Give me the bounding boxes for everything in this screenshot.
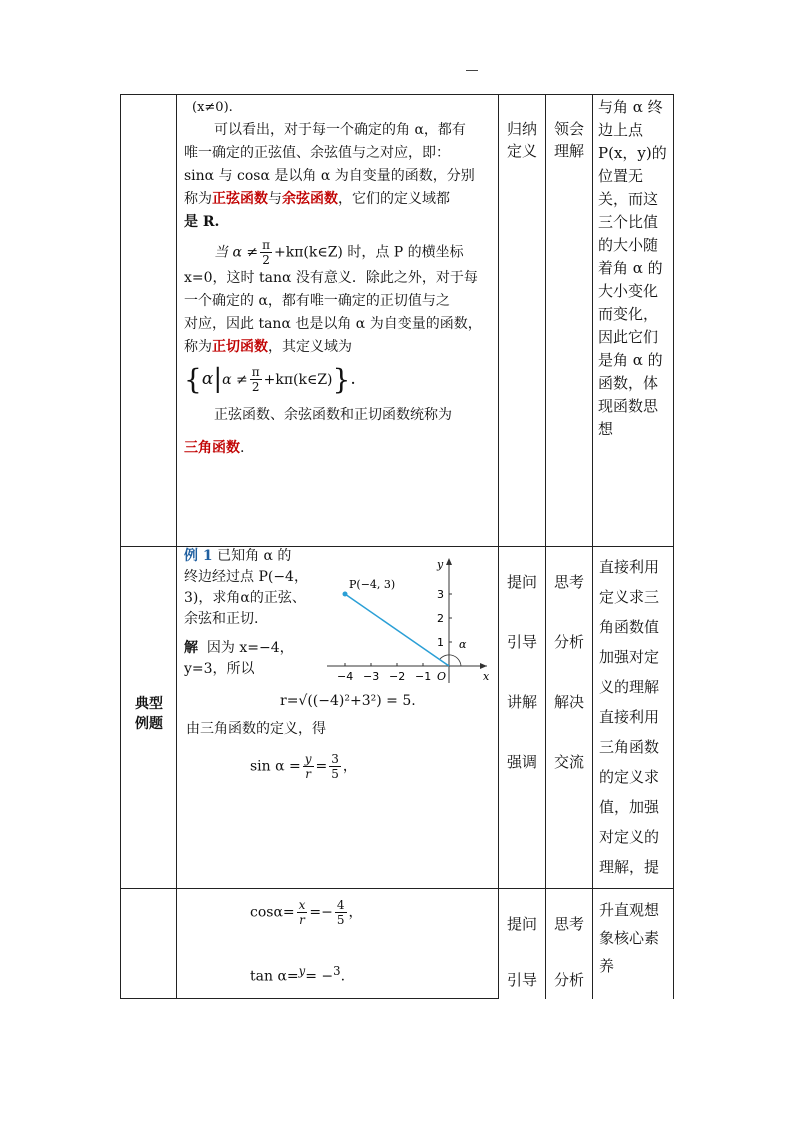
x-tick-label: −2 (389, 670, 406, 683)
term-sine-function: 正弦函数 (212, 191, 268, 207)
term-tangent-function: 正切函数 (212, 339, 268, 355)
row2-col-c: 直接利用 定义求三 角函数值 加强对定 义的理解 直接利用 三角函数 的定义求 值，加强 对定义的 理解，提 (599, 558, 660, 876)
r-equation: r=√((−4)²+3²) = 5. (280, 693, 416, 709)
para-line: sinα 与 cosα 是以角 α 为自变量的函数，分别 (184, 168, 475, 184)
para-line: 对应，因此 tanα 也是以角 α 为自变量的函数， (184, 316, 482, 332)
para-line: 可以看出，对于每一个确定的角 α，都有 (214, 122, 466, 138)
solution-label: 解 (184, 640, 198, 656)
row1-col-c: 与角 α 终 边上点 P(x，y)的 位置无 关，而这 三个比值 的大小随 着角 α 的 大小变化 而变化， 因此它们 是角 α 的 函数，体 现函数思 想 (598, 98, 667, 438)
para-line: 称为正弦函数与余弦函数，它们的定义域都 (184, 191, 450, 207)
angle-arc (440, 655, 461, 666)
terminal-side-line (345, 594, 449, 666)
sin-equation: sin α = $\frac{y}{r}$ = $\frac{3}{5}$ ， (250, 752, 357, 781)
para-line: 三角函数. (184, 440, 245, 456)
angle-label: α (459, 638, 467, 651)
point-p (343, 592, 348, 597)
row2-col-b: 思考 分析 解决 交流 (553, 573, 584, 771)
y-tick-label: 2 (437, 612, 444, 625)
para-line: 正弦函数、余弦函数和正切函数统称为 (214, 407, 452, 423)
para-line: 一个确定的 α，都有唯一确定的正切值与之 (184, 293, 450, 309)
fraction-pi-over-2: $\frac{\pi}{2}$ (262, 238, 270, 267)
para-line: x=0，这时 tanα 没有意义．除此之外，对于每 (184, 270, 478, 286)
row3-col-c: 升直观想 象核心素 养 (599, 901, 660, 975)
y-tick-label: 1 (437, 636, 444, 649)
x-axis-label: x (483, 670, 490, 683)
para-line: 是 R. (184, 214, 220, 230)
para-line: 唯一确定的正弦值、余弦值与之对应，即： (184, 145, 450, 161)
y-axis-arrow (446, 558, 452, 565)
row2-col-a: 提问 引导 讲解 强调 (506, 573, 537, 771)
y-tick-label: 3 (437, 588, 444, 601)
term-trig-function: 三角函数 (184, 440, 240, 456)
line-x-neq-0: (x≠0). (192, 100, 233, 115)
header-mark-text (0, 0, 1, 1)
x-tick-label: −1 (415, 670, 432, 683)
fraction-pi-over-2: $\frac{\pi}{2}$ (251, 365, 260, 394)
y-axis-label: y (437, 558, 444, 571)
row-label-typical-examples: 典型 例题 (135, 696, 163, 732)
origin-label: O (437, 670, 447, 683)
cos-equation: cosα= $\frac{x}{r}$ =− $\frac{4}{5}$ ， (250, 898, 363, 927)
example-text: 例 1 已知角 α 的 终边经过点 P(−4， 3)，求角α的正弦、 余弦和正切. 解 因为 x=−4， y=3，所以 (184, 548, 308, 677)
row1-col-b: 领会 理解 (553, 120, 584, 160)
row3-col-b: 思考 分析 (553, 915, 584, 989)
coordinate-chart (325, 552, 495, 687)
row1-col-a: 归纳 定义 (506, 120, 537, 160)
tan-equation: tan α=$^y$= −$^3$. (250, 964, 346, 985)
definition-line: 由三角函数的定义，得 (186, 721, 326, 737)
header-mark (466, 70, 478, 71)
row1-content (184, 96, 496, 460)
x-tick-label: −3 (363, 670, 380, 683)
condition-line: 当 α ≠ $\frac{\pi}{2}$ +kπ(k∈Z) 时，点 P 的横坐标 (214, 238, 464, 267)
x-tick-label: −4 (337, 670, 354, 683)
domain-set: {α|α ≠ $\frac{\pi}{2}$ +kπ(k∈Z)}. (184, 363, 356, 396)
row3-col-a: 提问 引导 (506, 915, 537, 989)
example-title: 例 1 (184, 548, 213, 564)
term-cosine-function: 余弦函数 (282, 191, 338, 207)
x-axis-arrow (480, 663, 487, 669)
point-p-label: P(−4, 3) (349, 578, 396, 591)
para-line: 称为正切函数，其定义域为 (184, 339, 352, 355)
